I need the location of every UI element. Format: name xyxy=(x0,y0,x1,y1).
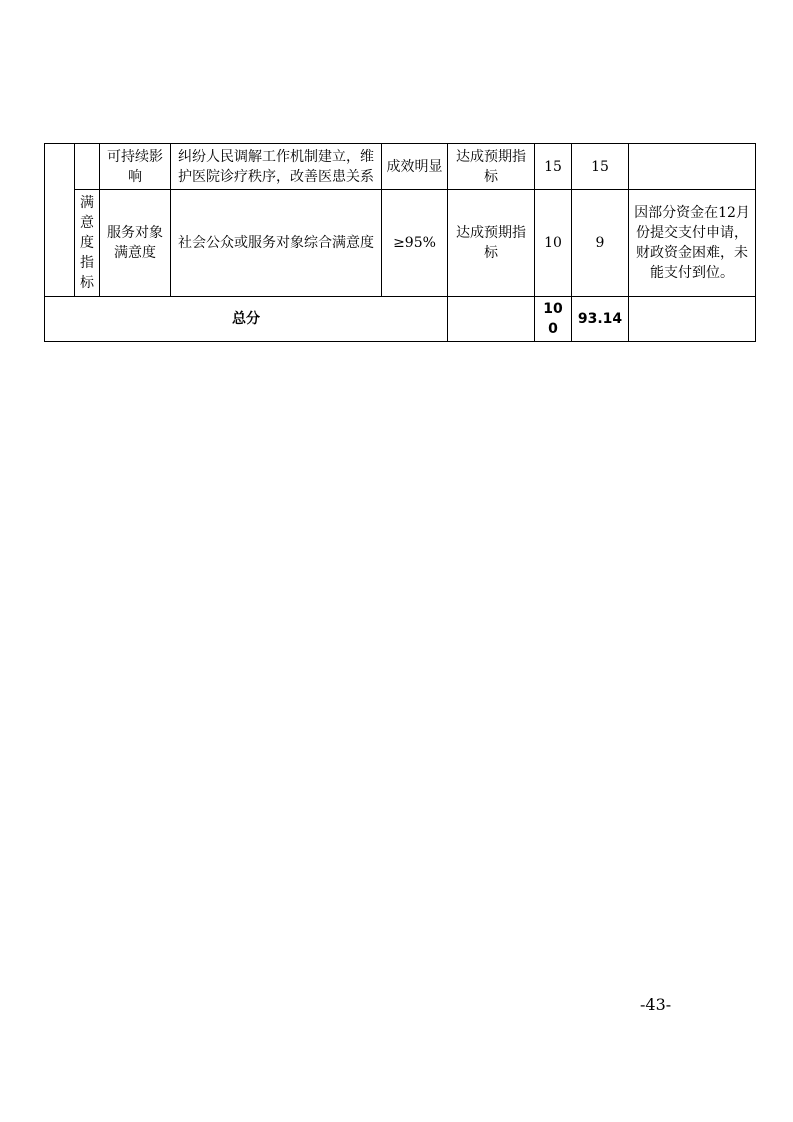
page-number: -43- xyxy=(640,995,672,1014)
level1-cell xyxy=(45,144,75,297)
indicator-content-cell: 社会公众或服务对象综合满意度 xyxy=(171,190,382,297)
indicator-content-cell: 纠纷人民调解工作机制建立，维护医院诊疗秩序，改善医患关系 xyxy=(171,144,382,190)
score-cell: 9 xyxy=(572,190,629,297)
note-cell: 因部分资金在12月份提交支付申请，财政资金困难，未能支付到位。 xyxy=(629,190,756,297)
target-value-cell: ≥95% xyxy=(382,190,448,297)
level3-cell: 服务对象满意度 xyxy=(100,190,171,297)
score-cell: 15 xyxy=(572,144,629,190)
total-row xyxy=(45,297,756,342)
note-cell xyxy=(629,144,756,190)
total-empty-cell xyxy=(448,297,535,342)
target-value-cell: 成效明显 xyxy=(382,144,448,190)
total-label: 总分 xyxy=(45,297,448,342)
performance-table xyxy=(44,143,756,342)
weight-cell: 15 xyxy=(535,144,572,190)
total-note-cell xyxy=(629,297,756,342)
level2-cell xyxy=(75,144,100,190)
actual-value-cell: 达成预期指标 xyxy=(448,144,535,190)
weight-cell: 10 xyxy=(535,190,572,297)
table-row xyxy=(45,190,756,297)
total-score: 93.14 xyxy=(572,297,629,342)
actual-value-cell: 达成预期指标 xyxy=(448,190,535,297)
table-row xyxy=(45,144,756,190)
total-weight: 100 xyxy=(535,297,572,342)
level3-cell: 可持续影响 xyxy=(100,144,171,190)
level2-cell: 满意度指标 xyxy=(75,190,100,297)
